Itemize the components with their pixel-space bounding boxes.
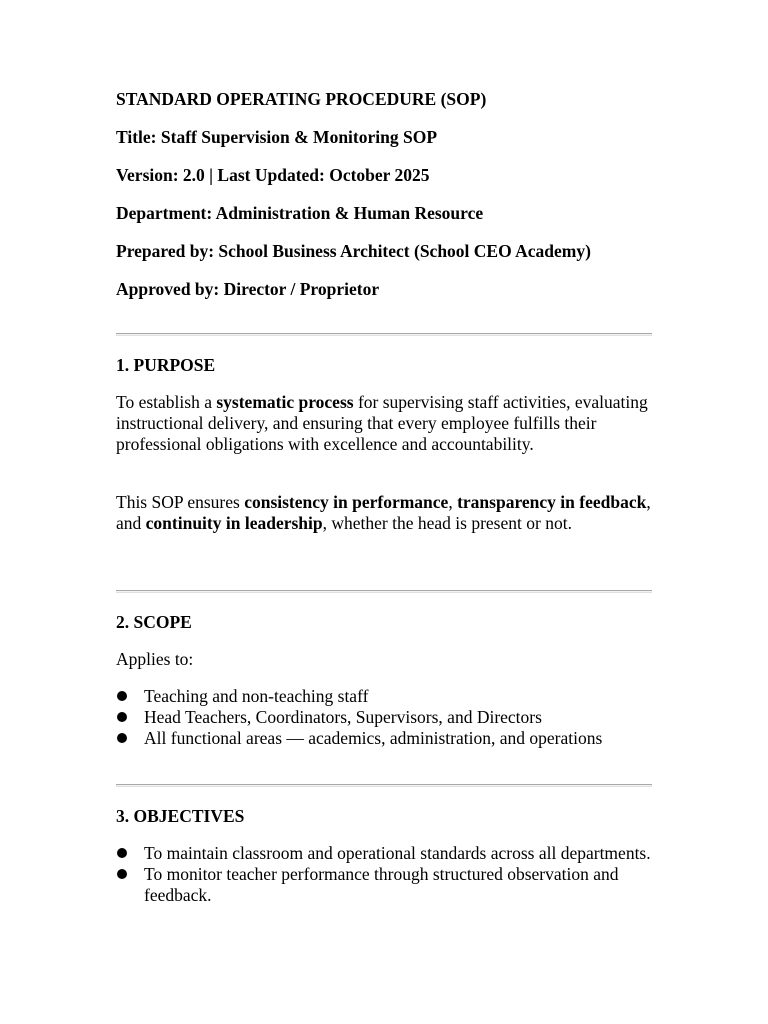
- list-item: [116, 707, 656, 728]
- prepared-by-line: Prepared by: School Business Architect (School CEO Academy): [116, 241, 591, 261]
- objectives-heading: 3. OBJECTIVES: [116, 806, 245, 826]
- purpose-paragraph-1: [116, 392, 656, 455]
- bullet-icon: [117, 848, 127, 858]
- list-item: [116, 843, 656, 864]
- text-run: , whether the head is present or not.: [322, 513, 572, 533]
- list-item: [116, 686, 656, 707]
- bullet-icon: [117, 691, 127, 701]
- scope-heading: 2. SCOPE: [116, 612, 192, 632]
- bold-text-run: consistency in performance: [244, 492, 449, 512]
- objectives-list: [116, 843, 656, 906]
- section-divider: [116, 333, 652, 336]
- scope-intro: Applies to:: [116, 649, 194, 669]
- approved-by-line: Approved by: Director / Proprietor: [116, 279, 380, 299]
- bold-text-run: continuity in leadership: [145, 513, 323, 533]
- text-run: for supervising staff activities, evaluating instructional delivery, and ensuring that every employee fulfills their professional obligations with excellence and accountability.: [116, 392, 648, 454]
- bullet-icon: [117, 733, 127, 743]
- bullet-icon: [117, 712, 127, 722]
- section-divider: [116, 590, 652, 593]
- bold-text-run: systematic process: [216, 392, 354, 412]
- version-line: Version: 2.0 | Last Updated: October 2025: [116, 165, 430, 185]
- document-title: Title: Staff Supervision & Monitoring SOP: [116, 127, 438, 147]
- department-line: Department: Administration & Human Resource: [116, 203, 484, 223]
- text-run: To establish a: [116, 392, 217, 412]
- purpose-heading: 1. PURPOSE: [116, 355, 216, 375]
- section-divider: [116, 784, 652, 787]
- text-run: , and: [116, 492, 651, 533]
- bold-text-run: transparency in feedback: [457, 492, 647, 512]
- list-item-text: To monitor teacher performance through structured observation and feedback.: [144, 864, 619, 905]
- list-item-text: Head Teachers, Coordinators, Supervisors, and Directors: [144, 707, 542, 727]
- purpose-paragraph-2: [116, 492, 656, 534]
- list-item-text: To maintain classroom and operational standards across all departments.: [144, 843, 651, 863]
- text-run: ,: [448, 492, 458, 512]
- list-item: [116, 864, 656, 906]
- scope-list: [116, 686, 656, 749]
- list-item: [116, 728, 656, 749]
- document-type-heading: STANDARD OPERATING PROCEDURE (SOP): [116, 89, 487, 109]
- text-run: This SOP ensures: [116, 492, 245, 512]
- bullet-icon: [117, 869, 127, 879]
- list-item-text: Teaching and non-teaching staff: [144, 686, 369, 706]
- list-item-text: All functional areas — academics, administration, and operations: [144, 728, 603, 748]
